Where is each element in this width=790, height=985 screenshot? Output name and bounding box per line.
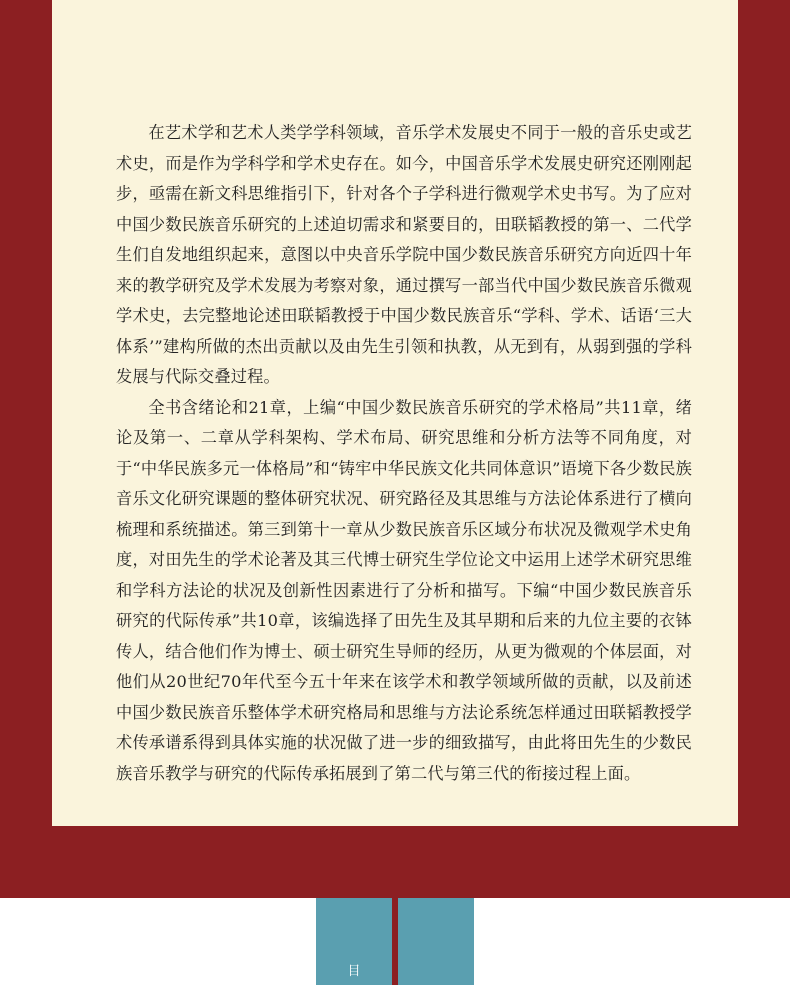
second-tab[interactable] (398, 898, 474, 985)
contents-tab[interactable] (316, 898, 392, 985)
contents-tab-label: 目 (347, 964, 361, 979)
paragraph-1: 在艺术学和艺术人类学学科领域，音乐学术发展史不同于一般的音乐史或艺术史，而是作为学科学和学术史存在。如今，中国音乐学术发展史研究还刚刚起步，亟需在新文科思维指引下，针对各个子学科进行微观学术史书写。为了应对中国少数民族音乐研究的上述迫切需求和紧要目的，田联韬教授的第一、二代学生们自发地组织起来，意图以中央音乐学院中国少数民族音乐研究方向近四十年来的教学研究及学术发展为考察对象，通过撰写一部当代中国少数民族音乐微观学术史，去完整地论述田联韬教授于中国少数民族音乐“学科、学术、话语‘三大体系’”建构所做的杰出贡献以及由先生引领和执教，从无到有，从弱到强的学科发展与代际交叠过程。 (116, 123, 692, 386)
paragraph-2: 全书含绪论和21章，上编“中国少数民族音乐研究的学术格局”共11章，绪论及第一、二章从学科架构、学术布局、研究思维和分析方法等不同角度，对于“中华民族多元一体格局”和“铸牢中华民族文化共同体意识”语境下各少数民族音乐文化研究课题的整体研究状况、研究路径及其思维与方法论体系进行了横向梳理和系统描述。第三到第十一章从少数民族音乐区域分布状况及微观学术史角度，对田先生的学术论著及其三代博士研究生学位论文中运用上述学术研究思维和学科方法论的状况及创新性因素进行了分析和描写。下编“中国少数民族音乐研究的代际传承”共10章，该编选择了田先生及其早期和后来的九位主要的衣钵传人，结合他们作为博士、硕士研究生导师的经历，从更为微观的个体层面，对他们从20世纪70年代至今五十年来在该学术和教学领域所做的贡献，以及前述中国少数民族音乐整体学术研究格局和思维与方法论系统怎样通过田联韬教授学术传承谱系得到具体实施的状况做了进一步的细致描写，由此将田先生的少数民族音乐教学与研究的代际传承拓展到了第二代与第三代的衔接过程上面。 (116, 397, 692, 783)
body-text (116, 118, 692, 789)
